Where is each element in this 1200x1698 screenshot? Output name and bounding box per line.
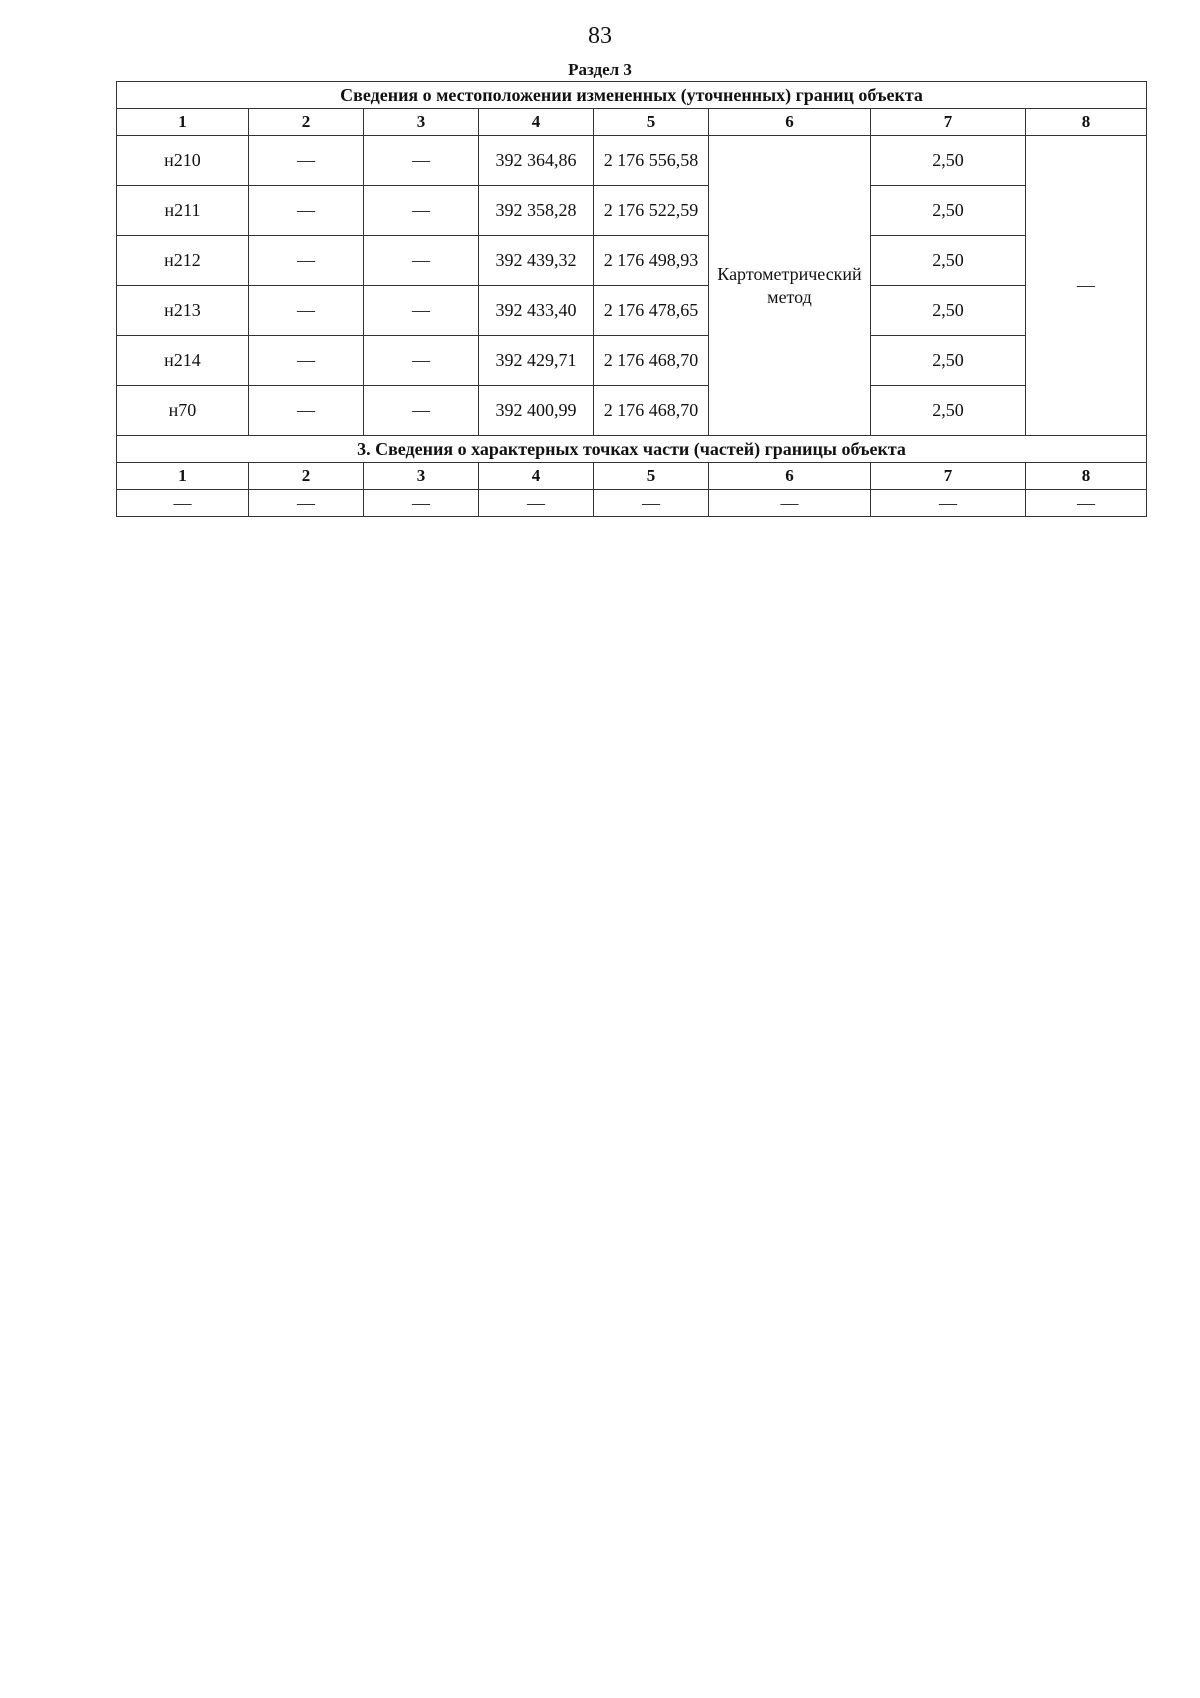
table-title: Сведения о местоположении измененных (уточненных) границ объекта (117, 82, 1147, 109)
table-cell: — (594, 490, 709, 517)
column-header: 7 (871, 109, 1026, 136)
table-title-row (117, 82, 1147, 109)
table-row (117, 286, 1147, 336)
point-id-cell: н214 (117, 336, 249, 386)
table-row (117, 236, 1147, 286)
y-coordinate-cell: 2 176 556,58 (594, 136, 709, 186)
x-coordinate-cell: 392 439,32 (479, 236, 594, 286)
table-cell: — (249, 386, 364, 436)
method-cell: Картометрический метод (709, 136, 871, 436)
y-coordinate-cell: 2 176 468,70 (594, 386, 709, 436)
table-cell: — (249, 236, 364, 286)
table-cell: — (249, 186, 364, 236)
column-header: 2 (249, 109, 364, 136)
table-cell: — (364, 490, 479, 517)
x-coordinate-cell: 392 400,99 (479, 386, 594, 436)
table-cell: — (249, 136, 364, 186)
table-cell: — (871, 490, 1026, 517)
table-cell: — (249, 490, 364, 517)
table-cell: — (709, 490, 871, 517)
column-header: 4 (479, 463, 594, 490)
table-row (117, 136, 1147, 186)
column-header: 6 (709, 109, 871, 136)
column-header: 8 (1026, 463, 1147, 490)
column-header-row (117, 463, 1147, 490)
x-coordinate-cell: 392 433,40 (479, 286, 594, 336)
column-header: 2 (249, 463, 364, 490)
accuracy-cell: 2,50 (871, 336, 1026, 386)
table-cell: — (364, 386, 479, 436)
point-id-cell: н212 (117, 236, 249, 286)
accuracy-cell: 2,50 (871, 136, 1026, 186)
x-coordinate-cell: 392 358,28 (479, 186, 594, 236)
column-header: 3 (364, 463, 479, 490)
description-cell: — (1026, 136, 1147, 436)
accuracy-cell: 2,50 (871, 236, 1026, 286)
column-header: 3 (364, 109, 479, 136)
column-header: 1 (117, 463, 249, 490)
page-number: 83 (588, 23, 612, 49)
table-cell: — (479, 490, 594, 517)
accuracy-cell: 2,50 (871, 286, 1026, 336)
column-header: 4 (479, 109, 594, 136)
column-header: 7 (871, 463, 1026, 490)
point-id-cell: н70 (117, 386, 249, 436)
x-coordinate-cell: 392 364,86 (479, 136, 594, 186)
table-cell: — (117, 490, 249, 517)
y-coordinate-cell: 2 176 468,70 (594, 336, 709, 386)
table-cell: — (364, 186, 479, 236)
table-row (117, 336, 1147, 386)
column-header: 1 (117, 109, 249, 136)
table-cell: — (364, 236, 479, 286)
y-coordinate-cell: 2 176 522,59 (594, 186, 709, 236)
table-subtitle: 3. Сведения о характерных точках части (частей) границы объекта (117, 436, 1147, 463)
x-coordinate-cell: 392 429,71 (479, 336, 594, 386)
accuracy-cell: 2,50 (871, 386, 1026, 436)
point-id-cell: н210 (117, 136, 249, 186)
point-id-cell: н213 (117, 286, 249, 336)
table-subtitle-row (117, 436, 1147, 463)
column-header: 5 (594, 463, 709, 490)
table-row (117, 386, 1147, 436)
y-coordinate-cell: 2 176 498,93 (594, 236, 709, 286)
table-cell: — (364, 336, 479, 386)
column-header: 8 (1026, 109, 1147, 136)
column-header: 6 (709, 463, 871, 490)
table-cell: — (1026, 490, 1147, 517)
table-row (117, 186, 1147, 236)
point-id-cell: н211 (117, 186, 249, 236)
table-cell: — (364, 286, 479, 336)
accuracy-cell: 2,50 (871, 186, 1026, 236)
column-header-row (117, 109, 1147, 136)
boundary-table (116, 81, 1147, 517)
table-cell: — (249, 336, 364, 386)
table-cell: — (249, 286, 364, 336)
section-title: Раздел 3 (568, 60, 632, 79)
table-row (117, 490, 1147, 517)
table-cell: — (364, 136, 479, 186)
y-coordinate-cell: 2 176 478,65 (594, 286, 709, 336)
column-header: 5 (594, 109, 709, 136)
